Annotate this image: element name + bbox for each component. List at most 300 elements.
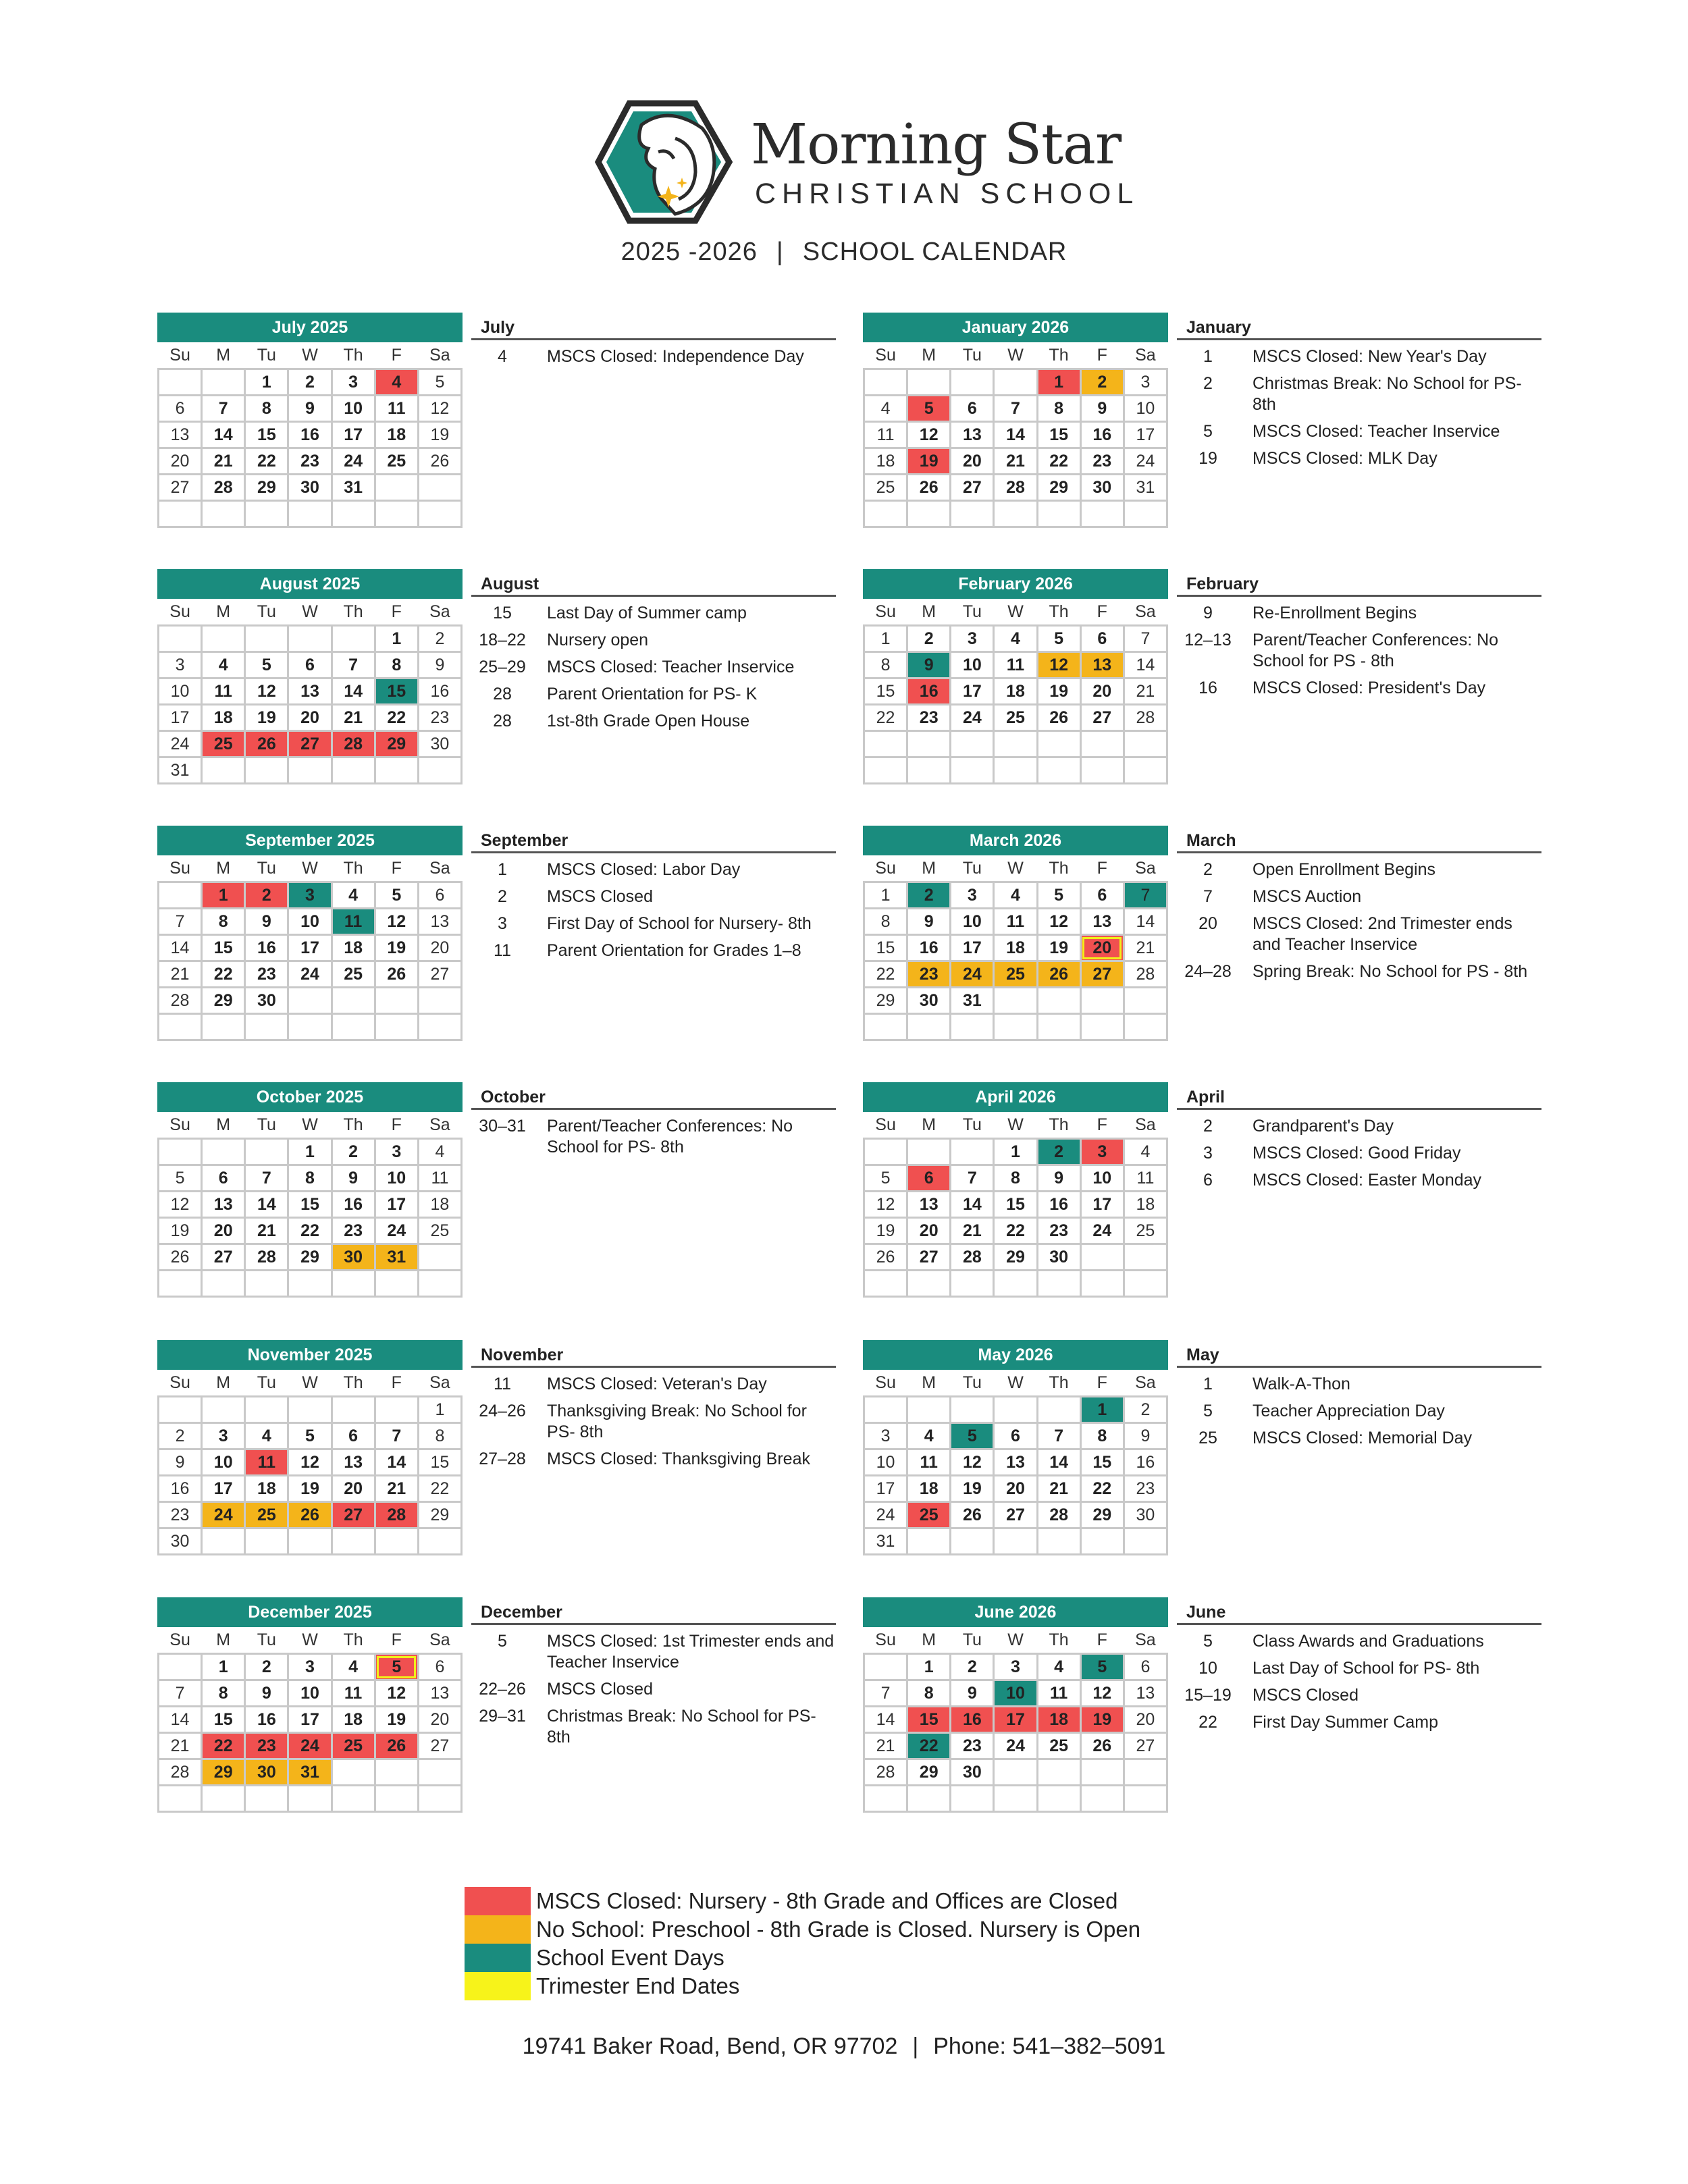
calendar-day: 14 [1124,909,1167,935]
event-item [471,603,836,624]
calendar-day: 19 [864,1218,907,1244]
calendar-day: 30 [1124,1502,1167,1528]
event-item [471,1401,836,1443]
event-date: 28 [493,712,512,730]
empty-day [288,626,332,652]
events-heading: March [1177,826,1541,853]
event-item [1177,1658,1541,1679]
calendar-day: 25 [1124,1218,1167,1244]
calendar-day: 15 [418,1449,461,1476]
calendar-day: 24 [1080,1218,1124,1244]
legend-swatch [465,1972,531,2000]
event-date: 5 [1203,422,1213,441]
calendar-day: 20 [1080,678,1124,705]
event-text: MSCS Closed: MLK Day [1252,449,1438,468]
calendar-day: 28 [159,1759,202,1786]
calendar-day: 6 [1080,626,1124,652]
empty-day [375,501,418,527]
calendar-day: 19 [1037,935,1080,961]
weekday-label: Th [1037,1111,1080,1139]
calendar-day: 29 [864,988,907,1014]
empty-day [375,1528,418,1555]
calendar-day: 23 [1080,448,1124,475]
calendar-day: 18 [332,935,375,961]
calendar-day: 17 [1124,422,1167,448]
calendar-day: 6 [159,396,202,422]
calendar-day: 9 [288,396,332,422]
event-date: 15–19 [1184,1686,1232,1705]
weekday-label: W [994,342,1037,369]
weekday-label: Tu [245,342,288,369]
calendar-day: 13 [1080,652,1124,678]
event-text: Nursery open [547,631,649,649]
calendar-day: 16 [907,935,951,961]
calendar-day: 1 [864,882,907,909]
calendar-day: 13 [907,1192,951,1218]
month-block [157,313,860,542]
calendar-day: 3 [375,1139,418,1165]
calendar-day: 4 [332,1654,375,1680]
calendar-day: 8 [864,909,907,935]
calendar-day: 10 [375,1165,418,1192]
event-date: 11 [494,1375,511,1393]
empty-day [864,731,907,757]
event-item [1177,1401,1541,1422]
calendar-day: 10 [288,1680,332,1707]
event-date: 2 [1203,1117,1213,1136]
calendar-day: 25 [1037,1733,1080,1759]
calendar-day: 3 [332,369,375,396]
month-block [157,1597,860,1827]
event-item [1177,1170,1541,1191]
calendar-day: 25 [332,961,375,988]
calendar-day: 17 [375,1192,418,1218]
calendar-day: 8 [375,652,418,678]
calendar-day: 1 [375,626,418,652]
calendar-day: 2 [1037,1139,1080,1165]
calendar-day: 15 [907,1707,951,1733]
calendar-day: 13 [418,909,461,935]
event-text: Teacher Appreciation Day [1252,1402,1445,1420]
event-item [471,1631,836,1673]
calendar-day: 20 [159,448,202,475]
calendar-day: 6 [202,1165,245,1192]
calendar-day: 10 [951,909,994,935]
empty-day [1037,757,1080,784]
events-heading: May [1177,1340,1541,1368]
empty-day [951,1528,994,1555]
calendar-day: 12 [951,1449,994,1476]
event-item [1177,603,1541,624]
event-text: MSCS Closed: 2nd Trimester ends and Teacher Inservice [1252,914,1512,954]
weekday-label: Sa [418,1111,461,1139]
calendar-day: 4 [245,1423,288,1449]
calendar-day: 11 [375,396,418,422]
calendar-day: 23 [907,705,951,731]
event-text: MSCS Closed: New Year's Day [1252,347,1487,366]
event-item [1177,961,1541,982]
calendar-day: 28 [245,1244,288,1271]
weekday-label: F [375,1111,418,1139]
calendar-day: 20 [202,1218,245,1244]
calendar-day: 10 [1080,1165,1124,1192]
calendar-day: 26 [1080,1733,1124,1759]
calendar-day: 27 [1124,1733,1167,1759]
title-separator: | [776,238,784,266]
empty-day [864,1654,907,1680]
weekday-label: Th [1037,855,1080,882]
calendar-day: 16 [1037,1192,1080,1218]
calendar-day: 17 [951,935,994,961]
calendar-day: 17 [202,1476,245,1502]
weekday-label: Su [159,1111,202,1139]
empty-day [1037,501,1080,527]
empty-day [951,369,994,396]
calendar-day: 7 [245,1165,288,1192]
event-text: Last Day of School for PS- 8th [1252,1659,1480,1678]
empty-day [994,1271,1037,1297]
event-item [471,1449,836,1470]
calendar-day: 24 [332,448,375,475]
empty-day [332,501,375,527]
calendar-day: 23 [1124,1476,1167,1502]
empty-day [159,1397,202,1423]
calendar-day: 27 [1080,705,1124,731]
event-item [1177,913,1541,955]
event-text: Christmas Break: No School for PS- 8th [547,1707,816,1747]
calendar-day: 13 [1124,1680,1167,1707]
empty-day [1124,1271,1167,1297]
event-date: 25 [1198,1429,1217,1447]
legend-item [465,1944,1275,1972]
empty-day [1037,731,1080,757]
month-grid [863,1597,1168,1813]
calendar-day: 5 [864,1165,907,1192]
weekday-label: M [202,342,245,369]
calendar-day: 11 [332,909,375,935]
calendar-day: 18 [864,448,907,475]
calendar-day: 23 [245,961,288,988]
calendar-day: 28 [1037,1502,1080,1528]
calendar-day: 12 [418,396,461,422]
empty-day [375,988,418,1014]
calendar-day: 6 [1124,1654,1167,1680]
month-title: February 2026 [864,570,1167,598]
empty-day [288,1528,332,1555]
empty-day [159,501,202,527]
weekday-label: F [375,598,418,626]
month-title: July 2025 [159,314,462,342]
calendar-day: 31 [159,757,202,784]
calendar-day: 27 [1080,961,1124,988]
legend [465,1887,1275,2000]
calendar-day: 31 [375,1244,418,1271]
weekday-label: Th [332,855,375,882]
calendar-day: 21 [1124,678,1167,705]
empty-day [1080,1759,1124,1786]
phone: Phone: 541–382–5091 [933,2033,1166,2059]
empty-day [202,501,245,527]
empty-day [864,501,907,527]
weekday-label: Sa [418,342,461,369]
calendar-day: 24 [159,731,202,757]
calendar-day: 24 [288,1733,332,1759]
calendar-day: 9 [332,1165,375,1192]
calendar-day: 12 [864,1192,907,1218]
calendar-heading: SCHOOL CALENDAR [802,238,1067,266]
empty-day [1037,1759,1080,1786]
event-date: 5 [1203,1632,1213,1651]
calendar-day: 3 [1080,1139,1124,1165]
empty-day [994,501,1037,527]
calendar-day: 19 [159,1218,202,1244]
calendar-day: 1 [418,1397,461,1423]
weekday-label: Th [1037,342,1080,369]
calendar-day: 12 [245,678,288,705]
empty-day [288,757,332,784]
event-item [1177,1712,1541,1733]
calendar-day: 30 [332,1244,375,1271]
calendar-day: 30 [951,1759,994,1786]
empty-day [375,1759,418,1786]
calendar-day: 26 [245,731,288,757]
empty-day [202,1786,245,1812]
calendar-day: 6 [1080,882,1124,909]
empty-day [1124,731,1167,757]
empty-day [907,1271,951,1297]
empty-day [1080,757,1124,784]
events-heading: December [471,1597,836,1625]
month-title: December 2025 [159,1599,462,1626]
event-text: Parent Orientation for Grades 1–8 [547,941,801,960]
calendar-day: 11 [864,422,907,448]
calendar-day: 31 [864,1528,907,1555]
weekday-label: Sa [1124,1111,1167,1139]
event-text: MSCS Closed: Thanksgiving Break [547,1449,810,1468]
weekday-label: W [288,342,332,369]
empty-day [418,1244,461,1271]
event-text: MSCS Closed [1252,1686,1359,1705]
calendar-day: 11 [1124,1165,1167,1192]
empty-day [864,1786,907,1812]
weekday-label: F [375,1369,418,1397]
calendar-day: 20 [288,705,332,731]
event-date: 2 [1203,374,1213,393]
calendar-day: 19 [288,1476,332,1502]
calendar-day: 7 [1124,626,1167,652]
month-title: November 2025 [159,1341,462,1369]
calendar-day: 11 [332,1680,375,1707]
weekday-label: F [1080,1111,1124,1139]
calendar-day: 13 [159,422,202,448]
calendar-day: 14 [951,1192,994,1218]
calendar-day: 7 [202,396,245,422]
empty-day [245,626,288,652]
calendar-day: 16 [951,1707,994,1733]
calendar-day: 5 [375,882,418,909]
calendar-day: 8 [202,909,245,935]
calendar-day: 10 [864,1449,907,1476]
empty-day [245,1139,288,1165]
month-grid [863,1082,1168,1298]
calendar-day: 20 [907,1218,951,1244]
calendar-day: 18 [1124,1192,1167,1218]
weekday-label: Th [1037,598,1080,626]
calendar-day: 29 [994,1244,1037,1271]
events-heading: April [1177,1082,1541,1110]
weekday-label: F [1080,342,1124,369]
weekday-label: M [202,1369,245,1397]
calendar-day: 29 [1037,475,1080,501]
calendar-day: 8 [864,652,907,678]
calendar-day: 20 [1080,935,1124,961]
calendar-day: 17 [332,422,375,448]
calendar-day: 23 [951,1733,994,1759]
empty-day [159,1139,202,1165]
weekday-label: Su [864,1626,907,1654]
empty-day [159,882,202,909]
month-events [1177,826,1541,982]
weekday-label: Su [864,598,907,626]
empty-day [332,1759,375,1786]
empty-day [332,1786,375,1812]
empty-day [159,626,202,652]
calendar-day: 26 [418,448,461,475]
event-date: 1 [1203,1375,1213,1393]
empty-day [375,1786,418,1812]
calendar-day: 22 [864,961,907,988]
calendar-day: 13 [332,1449,375,1476]
calendar-day: 17 [159,705,202,731]
calendar-day: 16 [159,1476,202,1502]
empty-day [1124,1759,1167,1786]
calendar-day: 4 [1124,1139,1167,1165]
calendar-day: 14 [864,1707,907,1733]
calendar-day: 27 [202,1244,245,1271]
calendar-day: 9 [245,1680,288,1707]
empty-day [907,1786,951,1812]
calendar-day: 23 [332,1218,375,1244]
calendar-day: 2 [1080,369,1124,396]
calendar-day: 20 [332,1476,375,1502]
calendar-day: 22 [1080,1476,1124,1502]
empty-day [332,988,375,1014]
calendar-day: 14 [202,422,245,448]
calendar-day: 28 [1124,961,1167,988]
empty-day [907,1397,951,1423]
weekday-label: Tu [245,1111,288,1139]
event-item [1177,859,1541,880]
weekday-label: Su [159,342,202,369]
month-grid [157,1082,463,1298]
calendar-day: 30 [245,988,288,1014]
weekday-label: M [202,1111,245,1139]
event-text: MSCS Closed: Veteran's Day [547,1375,767,1393]
calendar-day: 30 [907,988,951,1014]
calendar-day: 7 [951,1165,994,1192]
calendar-day: 3 [864,1423,907,1449]
school-year: 2025 -2026 [621,238,758,266]
calendar-day: 4 [864,396,907,422]
empty-day [159,369,202,396]
event-item [471,940,836,961]
event-text: MSCS Closed: Teacher Inservice [1252,422,1500,441]
empty-day [1080,501,1124,527]
event-date: 5 [1203,1402,1213,1420]
month-events [471,1597,836,1748]
calendar-day: 2 [907,626,951,652]
calendar-day: 27 [159,475,202,501]
empty-day [951,1271,994,1297]
event-text: 1st-8th Grade Open House [547,712,750,730]
calendar-title [0,238,1688,267]
empty-day [245,501,288,527]
event-item [1177,346,1541,367]
calendar-day: 7 [375,1423,418,1449]
calendar-day: 20 [994,1476,1037,1502]
calendar-day: 28 [159,988,202,1014]
calendar-day: 6 [418,882,461,909]
empty-day [418,475,461,501]
weekday-label: M [202,598,245,626]
calendar-day: 8 [418,1423,461,1449]
empty-day [288,1014,332,1040]
calendar-day: 2 [288,369,332,396]
event-text: MSCS Auction [1252,887,1362,906]
calendar-day: 8 [202,1680,245,1707]
event-text: MSCS Closed: President's Day [1252,678,1486,697]
event-text: MSCS Closed: Good Friday [1252,1144,1461,1163]
event-date: 10 [1198,1659,1217,1678]
calendar-day: 23 [418,705,461,731]
calendar-day: 22 [375,705,418,731]
empty-day [418,1014,461,1040]
calendar-day: 21 [375,1476,418,1502]
empty-day [288,1786,332,1812]
legend-item [465,1915,1275,1944]
weekday-label: Su [864,1369,907,1397]
legend-item [465,1972,1275,2000]
calendar-day: 21 [159,1733,202,1759]
calendar-day: 9 [1080,396,1124,422]
calendar-day: 10 [332,396,375,422]
month-block [863,826,1565,1055]
calendar-day: 9 [951,1680,994,1707]
event-text: Christmas Break: No School for PS- 8th [1252,374,1522,414]
empty-day [907,757,951,784]
calendar-day: 28 [994,475,1037,501]
calendar-day: 12 [159,1192,202,1218]
calendar-day: 24 [994,1733,1037,1759]
calendar-day: 18 [245,1476,288,1502]
event-item [1177,678,1541,699]
event-date: 11 [494,941,511,960]
empty-day [332,626,375,652]
calendar-day: 21 [951,1218,994,1244]
event-date: 18–22 [479,631,526,649]
event-item [471,913,836,934]
weekday-label: Tu [951,1111,994,1139]
empty-day [994,731,1037,757]
event-item [1177,1428,1541,1449]
month-grid [157,1340,463,1555]
month-title: June 2026 [864,1599,1167,1626]
weekday-label: Tu [245,1369,288,1397]
calendar-day: 26 [375,1733,418,1759]
empty-day [1080,988,1124,1014]
weekday-label: W [288,1626,332,1654]
empty-day [202,1014,245,1040]
